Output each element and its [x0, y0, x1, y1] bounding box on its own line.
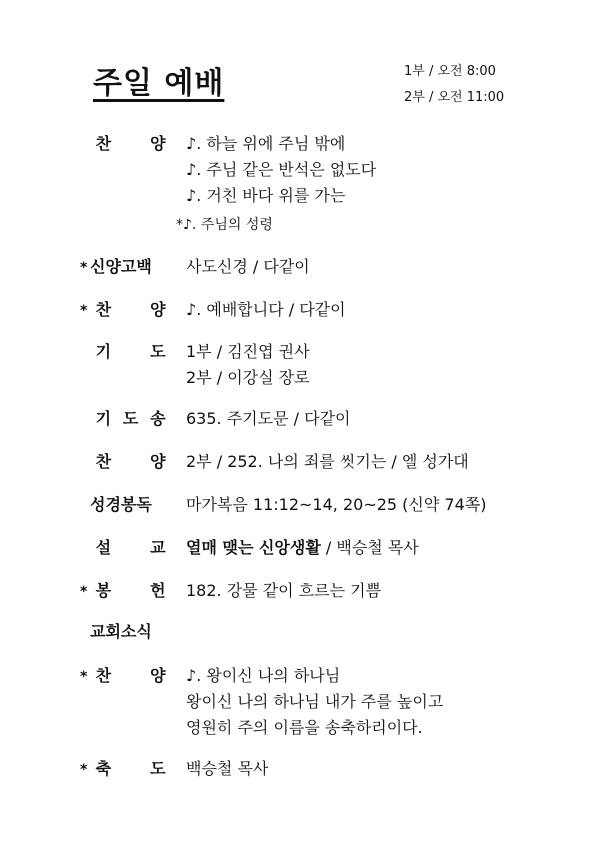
- item-label: [80, 406, 176, 432]
- lyric-line: 왕이신 나의 하나님 내가 주를 높이고: [186, 692, 444, 711]
- label-char: 찬: [95, 134, 112, 153]
- label-char: 기: [95, 342, 112, 361]
- sermon-preacher: / 백승철 목사: [320, 538, 419, 557]
- content-line: 백승철 목사: [186, 759, 269, 778]
- content-line: 182. 강물 같이 흐르는 기쁨: [186, 581, 382, 600]
- label-char: 설: [95, 538, 112, 557]
- item-label: [80, 449, 176, 475]
- label-char: 찬: [95, 666, 112, 685]
- item-content: [186, 254, 310, 280]
- item-label: [80, 131, 176, 157]
- item-content: [186, 492, 486, 518]
- item-label: [80, 578, 176, 605]
- service-time-1: 1부 / 오전 8:00: [404, 64, 496, 79]
- label-char: 교: [150, 538, 166, 557]
- song-line: ♪. 주님 같은 반석은 없도다: [186, 160, 377, 179]
- content-line: 2부 / 252. 나의 죄를 씻기는 / 엘 성가대: [186, 452, 469, 471]
- label-char: 도: [150, 759, 166, 778]
- content-line: ♪. 예배합니다 / 다같이: [186, 300, 346, 319]
- label-char: 양: [150, 452, 166, 471]
- content-line: 마가복음 11:12~14, 20~25 (신약 74쪽): [186, 495, 487, 514]
- label-char: 양: [150, 134, 166, 153]
- item-content: [186, 535, 419, 561]
- lyric-line: 영원히 주의 이름을 송축하리이다.: [186, 718, 423, 737]
- standing-mark: *: [80, 669, 88, 685]
- item-content: [186, 663, 443, 741]
- item-content: [186, 297, 346, 323]
- standing-mark: *: [80, 303, 88, 319]
- item-label: [80, 663, 176, 690]
- item-label: [80, 339, 176, 365]
- label-text: 교회소식: [90, 622, 152, 641]
- page-title: 주일 예배: [93, 66, 225, 101]
- label-char: 봉: [95, 581, 112, 600]
- label-char: 찬: [95, 452, 112, 471]
- item-content: [176, 131, 377, 238]
- content-line: 사도신경 / 다같이: [186, 257, 310, 276]
- standing-mark: *: [80, 762, 88, 778]
- item-content: [186, 339, 310, 391]
- item-content: [186, 406, 350, 432]
- label-char: 도: [122, 409, 139, 428]
- content-line: 635. 주기도문 / 다같이: [186, 409, 351, 428]
- song-line: ♪. 하늘 위에 주님 밖에: [186, 134, 346, 153]
- label-char: 찬: [95, 300, 112, 319]
- item-label: [80, 254, 176, 281]
- item-label: [80, 535, 176, 561]
- label-char: 헌: [150, 581, 166, 600]
- item-content: [186, 578, 381, 604]
- song-line: ♪. 왕이신 나의 하나님: [186, 666, 341, 685]
- label-char: 양: [150, 300, 166, 319]
- item-content: [186, 756, 268, 782]
- content-line: 2부 / 이강실 장로: [186, 368, 310, 387]
- label-char: 기: [95, 409, 112, 428]
- item-content: [186, 449, 469, 475]
- label-text: 성경봉독: [90, 495, 152, 514]
- label-char: 송: [150, 409, 166, 428]
- label-char: 축: [95, 759, 112, 778]
- sermon-title: 열매 맺는 신앙생활: [186, 538, 321, 557]
- label-char: 도: [150, 342, 166, 361]
- label-text: 신양고백: [90, 257, 152, 276]
- service-time-2: 2부 / 오전 11:00: [404, 90, 505, 105]
- item-label: [80, 756, 176, 783]
- content-line: 1부 / 김진엽 권사: [186, 342, 310, 361]
- label-char: 양: [150, 666, 166, 685]
- item-label: [80, 492, 176, 518]
- standing-mark: *: [80, 260, 88, 276]
- song-line: *♪. 주님의 성령: [176, 217, 273, 233]
- item-label: [80, 297, 176, 324]
- standing-mark: *: [80, 584, 88, 600]
- item-label: [80, 619, 176, 645]
- song-line: ♪. 거친 바다 위를 가는: [186, 186, 346, 205]
